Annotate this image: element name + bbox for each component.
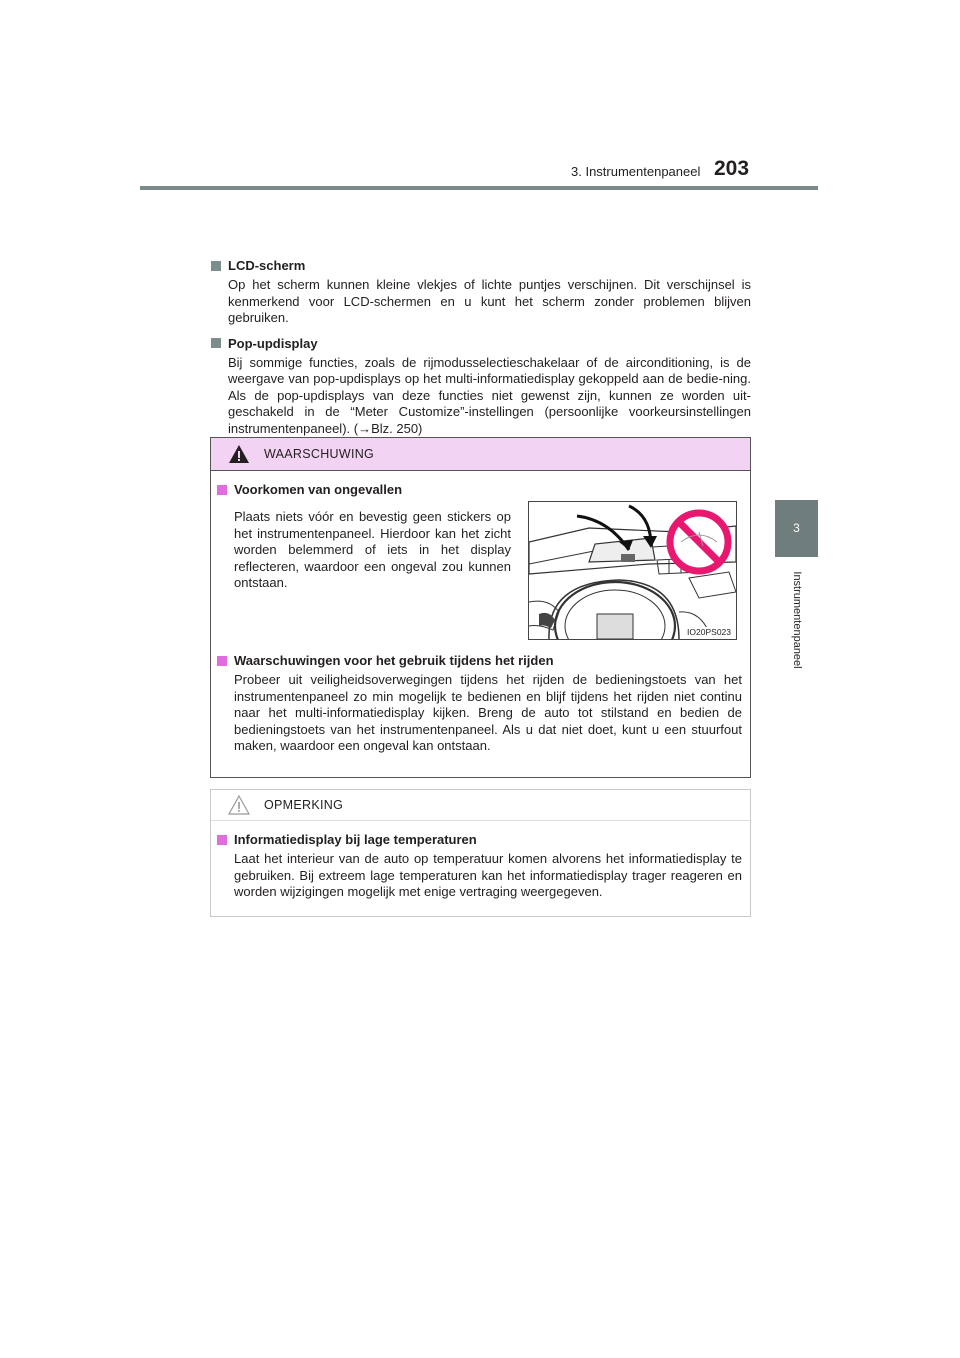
square-bullet-icon <box>217 656 227 666</box>
chapter-label: Instrumentenpaneel <box>791 571 803 669</box>
note-title: OPMERKING <box>264 798 344 812</box>
warning-item-text: Plaats niets vóór en bevestig geen stickers op het instrumentenpaneel. Hierdoor kan het zicht worden belemmerd of iets in het display reflecteren, waardoor een ongeval zou kunnen ontstaan. <box>234 509 511 590</box>
section-text: Bij sommige functies, zoals de rijmodusselectieschakelaar of de airconditioning, is de weergave van pop-updisplays op het multi-informatiedisplay gekoppeld aan de bedie-ning. Als de pop-updisplays van deze functies niet gewenst zijn, kunnen ze worden uit-geschakeld in de “Meter Customize”-instellingen (persoonlijke voorkeursinstellingen instrumentenpaneel). (→Blz. 250) <box>228 354 751 436</box>
caution-triangle-icon <box>228 795 250 815</box>
dashboard-illustration <box>528 501 737 640</box>
warning-title: WAARSCHUWING <box>264 447 375 461</box>
note-box <box>210 789 751 917</box>
square-bullet-icon <box>217 835 227 845</box>
warning-box <box>210 437 751 778</box>
main-content <box>211 256 751 437</box>
square-bullet-icon <box>217 485 227 495</box>
warning-item-accidents <box>217 481 742 640</box>
section-heading: Pop-updisplay <box>228 335 318 351</box>
warning-item-driving <box>217 652 742 755</box>
section-popup <box>211 334 751 438</box>
dashboard-sticker-prohibited-icon <box>529 502 736 639</box>
section-title: 3. Instrumentenpaneel <box>571 164 701 179</box>
note-item-low-temperature <box>217 831 742 901</box>
warning-item-text: Probeer uit veiligheidsoverwegingen tijdens het rijden de bedieningstoets van het instrumentenpaneel zo min mogelijk te bedienen en blijf tijdens het rijden niet continu naar het multi-informatiedisplay kijken. Breng de auto tot stilstand en bedien de bedieningstoets van het instrumentenpaneel. Als u dat niet doet, kunt u een stuurfout maken, waardoor een ongeval kan ontstaan. <box>234 672 742 753</box>
square-bullet-icon <box>211 338 221 348</box>
section-lcd <box>211 256 751 327</box>
note-item-text: Laat het interieur van de auto op temperatuur komen alvorens het informatiedisplay te gebruiken. Bij extreem lage temperaturen kan het informatiedisplay trager reageren en worden wijzigingen mogelijk met enige vertraging weergegeven. <box>234 851 742 899</box>
figure-code: IO20PS023 <box>687 627 731 637</box>
header-rule <box>140 186 818 190</box>
square-bullet-icon <box>211 261 221 271</box>
warning-item-heading: Waarschuwingen voor het gebruik tijdens het rijden <box>234 653 554 668</box>
note-header <box>211 790 750 821</box>
section-heading: LCD-scherm <box>228 258 306 273</box>
chapter-tab[interactable]: 3 <box>775 500 818 557</box>
note-item-heading: Informatiedisplay bij lage temperaturen <box>234 832 477 847</box>
warning-header <box>211 438 750 471</box>
warning-triangle-icon <box>228 444 250 464</box>
page-number: 203 <box>714 157 750 180</box>
section-text: Op het scherm kunnen kleine vlekjes of lichte puntjes verschijnen. Dit verschijnsel is kenmerkend voor LCD-schermen en u kunt het scherm zonder problemen blijven gebruiken. <box>228 277 751 325</box>
warning-item-heading: Voorkomen van ongevallen <box>234 482 403 497</box>
